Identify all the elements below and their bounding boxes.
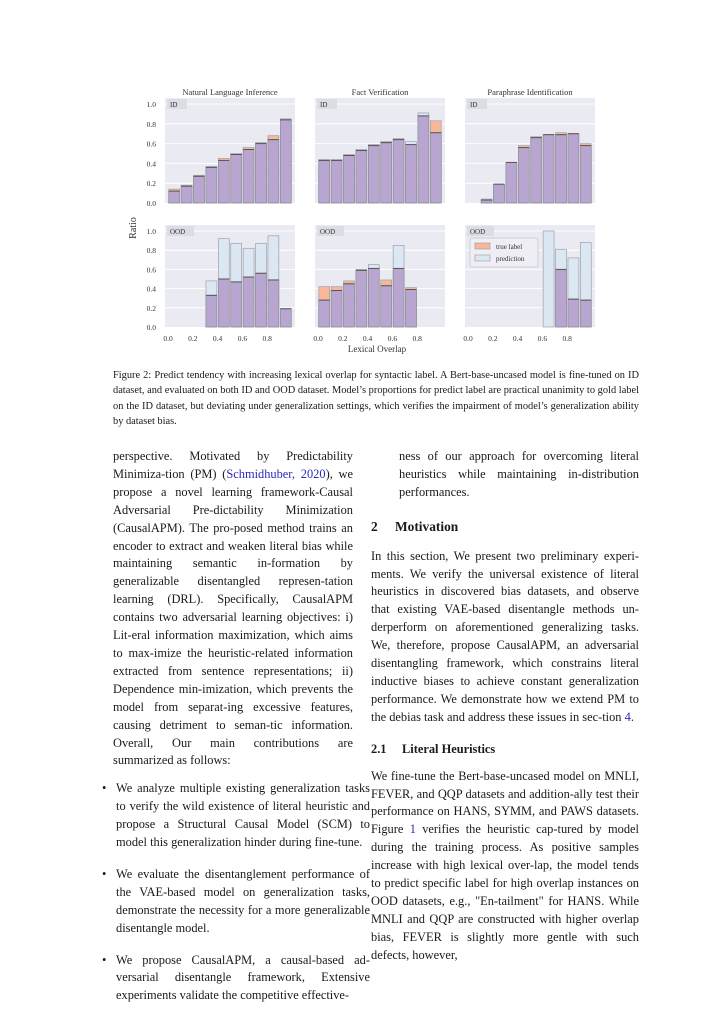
paragraph-motivation: In this section, We present two preliminary experi-ments. We verify the universal existence of literal heuristics in discovered bias datasets, and observe that existing VAE-based disentangle methods un-derperform on aforementioned generalizing tasks. We, therefore, propose CausalAPM, an adversarial disentangling framework, which constrains literal inductive biases to achieve constant generalization performance. We demonstrate how we extend PM to the debias task and address these issues in sec-tion 4. [371, 548, 639, 724]
legend-entry: prediction [496, 255, 525, 263]
panel-fv-ood [313, 225, 445, 343]
overlap-bar [256, 273, 267, 327]
overlap-bar [568, 299, 579, 327]
overlap-bar [231, 282, 242, 327]
y-tick-label: 1.0 [146, 227, 156, 236]
paragraph-literal-heuristics: We fine-tune the Bert-base-uncased model on MNLI, FEVER, and QQP datasets and addition-ally test their performance on HANS, SYMM, and PAWS datasets. Figure 1 verifies the heuristic cap-tured by model during the training process. As positive samples increase with high lexical over-lap, the model tends to predict specific label for high overlap instances on OOD datasets, e.g., "En-tailment" for HANS. While MNLI and QQP are constructed with higher overlap bias, FEVER is slightly more gentle with such defects, however, [371, 768, 639, 962]
y-tick-label: 0.6 [146, 265, 156, 275]
overlap-bar [280, 120, 291, 203]
x-tick-label: 0.4 [362, 334, 373, 343]
subsection-heading: 2.1 Literal Heuristics [371, 741, 496, 756]
overlap-bar [319, 160, 330, 203]
panel-nli-id [147, 87, 295, 208]
bullet-icon: • [102, 866, 107, 881]
overlap-bar [181, 186, 192, 203]
overlap-bar [580, 300, 591, 327]
y-tick-label: 0.8 [146, 246, 156, 256]
panel-pi-id [465, 87, 595, 203]
contribution-list [102, 780, 370, 1005]
bullet-continuation: ness of our approach for overcoming literal heuristics while maintaining in-distribution performances. [399, 449, 639, 499]
y-tick-label: 0.4 [146, 284, 156, 294]
x-tick-label: 0.4 [212, 334, 223, 343]
overlap-bar [580, 146, 591, 203]
figure-caption: Figure 2: Predict tendency with increasing lexical overlap for syntactic label. A Bert-base-uncased model is fine-tuned on ID dataset, and evaluated on both ID and OOD dataset. Model’s proportions for predict label are practical unanimity to gold label on the ID dataset, but deviating under generalization settings, which verifies the impairment of model’s generalization ability by dataset bias. [113, 370, 639, 427]
overlap-bar [556, 269, 567, 327]
x-tick-label: 0.6 [237, 334, 248, 343]
overlap-bar [518, 148, 529, 203]
overlap-bar [256, 144, 267, 203]
panel-tag: OOD [470, 228, 486, 236]
panel-title: Fact Verification [351, 87, 409, 97]
overlap-bar [393, 268, 404, 327]
right-column [371, 448, 639, 965]
y-tick-label: 0.8 [146, 119, 156, 129]
y-tick-label: 0.6 [146, 139, 156, 149]
citation-link[interactable]: Schmidhuber, 2020 [226, 466, 326, 481]
overlap-bar [331, 291, 342, 327]
overlap-bar [206, 295, 217, 327]
x-tick-label: 0.0 [163, 334, 173, 343]
overlap-bar [543, 135, 554, 203]
y-tick-label: 0.2 [146, 179, 156, 189]
x-tick-label: 0.0 [313, 334, 323, 343]
x-tick-label: 0.2 [338, 334, 348, 343]
overlap-bar [169, 191, 180, 203]
overlap-bar [368, 146, 379, 203]
panel-tag: OOD [170, 228, 186, 236]
panel-tag: ID [320, 101, 328, 109]
y-tick-label: 0.2 [146, 303, 156, 313]
overlap-bar [243, 150, 254, 203]
overlap-bar [406, 145, 417, 203]
panel-title: Natural Language Inference [182, 87, 278, 97]
x-tick-label: 0.4 [512, 334, 523, 343]
panel-tag: ID [170, 101, 178, 109]
overlap-bar [393, 140, 404, 203]
overlap-bar [194, 176, 205, 203]
list-item: • We propose CausalAPM, a causal-based ad-versarial disentangle framework, Extensive experiments validate the competitive effective- [102, 952, 370, 1003]
overlap-bar [430, 133, 441, 203]
legend-swatch [475, 255, 490, 261]
x-tick-label: 0.6 [537, 334, 548, 343]
y-axis-label: Ratio [128, 217, 139, 239]
figure-ref-link[interactable]: 1 [409, 822, 416, 837]
bullet-icon: • [102, 952, 107, 967]
bullet-icon: • [102, 781, 107, 796]
x-tick-label: 0.2 [488, 334, 498, 343]
list-item: • We analyze multiple existing generalization tasks to verify the wild existence of literal heuristic and propose a Structural Causal Model (SCM) to model this generalization hinder during fine-tune. [102, 781, 370, 850]
panel-fv-id [315, 87, 445, 203]
y-tick-label: 0.0 [146, 199, 156, 208]
list-item: • We evaluate the disentanglement performance of the VAE-based model on generalization tasks, demonstrate the necessity for a more generalizable disentangle model. [102, 866, 370, 935]
prediction-bar [543, 231, 554, 327]
overlap-bar [368, 268, 379, 327]
overlap-bar [268, 140, 279, 203]
overlap-bar [280, 309, 291, 327]
panel-tag: OOD [320, 228, 336, 236]
overlap-bar [218, 279, 229, 327]
figure-2 [0, 0, 724, 365]
x-tick-label: 0.0 [463, 334, 473, 343]
x-tick-label: 0.6 [387, 334, 398, 343]
y-tick-label: 1.0 [146, 100, 156, 109]
x-axis-label: Lexical Overlap [347, 344, 407, 354]
overlap-bar [243, 277, 254, 327]
x-tick-label: 0.8 [412, 334, 422, 343]
overlap-bar [268, 280, 279, 327]
section-heading: 2 Motivation [371, 518, 459, 534]
paragraph-intro: perspective. Motivated by Predictability Minimiza-tion (PM) (Schmidhuber, 2020), we propose a novel learning framework-Causal Adversarial Pre-dictability Minimization (CausalAPM). The pro-posed method trains an encoder to extract and weaken literal bias while maintaining semantic in-formation by generalizable disentangled represen-tation learning (DRL). Specifically, CausalAPM contains two adversarial learning objectives: i) Lit-eral information maximization, which aims to max-imize the heuristic-related information extracted from sentence representations; ii) Dependence min-imization, which prevents the model from separat-ing excessive features, causing detriment to seman-tic information. Overall, Our main contributions are summarized as follows: [113, 449, 353, 768]
overlap-bar [531, 138, 542, 203]
overlap-bar [381, 143, 392, 203]
x-tick-label: 0.8 [562, 334, 572, 343]
section-ref-link[interactable]: 4 [624, 709, 631, 724]
x-tick-label: 0.8 [262, 334, 272, 343]
y-tick-label: 0.4 [146, 159, 156, 169]
left-column [102, 448, 370, 1019]
overlap-bar [344, 284, 355, 327]
overlap-bar [356, 151, 367, 203]
panel-title: Paraphrase Identification [487, 87, 573, 97]
overlap-bar [344, 155, 355, 203]
overlap-bar [331, 160, 342, 203]
overlap-bar [494, 184, 505, 203]
overlap-bar [568, 134, 579, 203]
overlap-bar [319, 300, 330, 327]
overlap-bar [218, 160, 229, 203]
panel-tag: ID [470, 101, 478, 109]
overlap-bar [206, 167, 217, 203]
overlap-bar [418, 116, 429, 203]
x-tick-label: 0.2 [188, 334, 198, 343]
overlap-bar [506, 162, 517, 203]
panel-pi-ood [463, 225, 595, 343]
overlap-bar [556, 135, 567, 203]
y-tick-label: 0.0 [146, 323, 156, 332]
panel-nli-ood [147, 225, 295, 343]
legend-entry: true label [496, 243, 523, 251]
legend-swatch [475, 243, 490, 249]
overlap-bar [406, 290, 417, 327]
overlap-bar [381, 286, 392, 327]
overlap-bar [356, 270, 367, 327]
overlap-bar [231, 154, 242, 203]
